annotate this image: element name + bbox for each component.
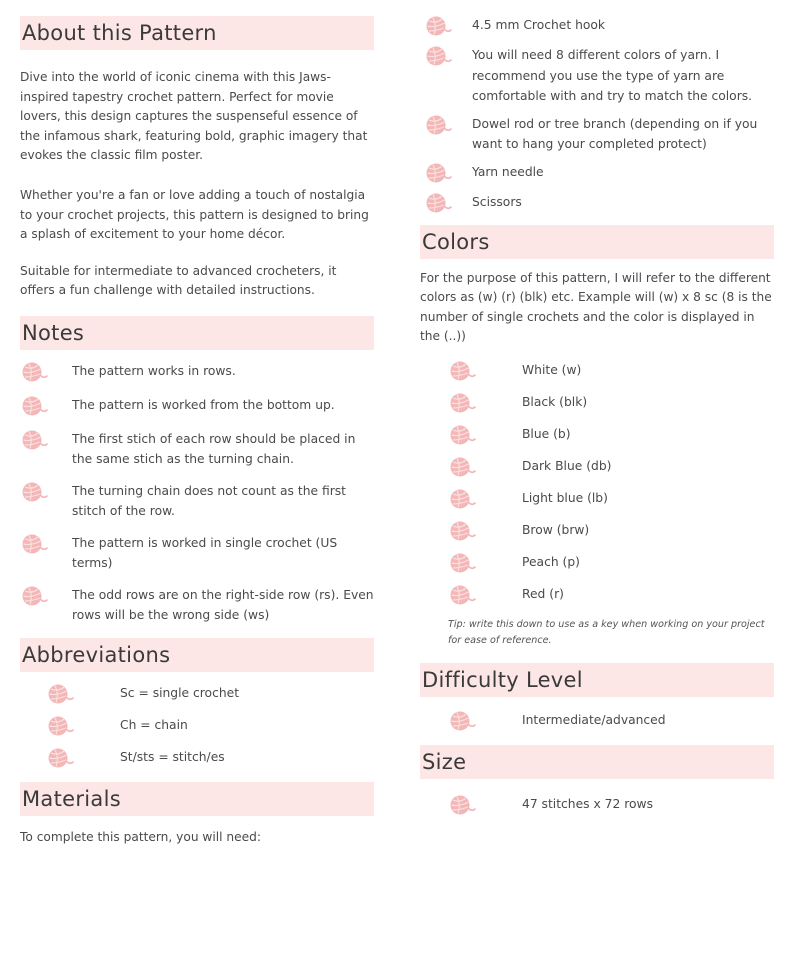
notes-item [20,428,374,470]
colors-intro: For the purpose of this pattern, I will refer to the different colors as (w) (r) (blk) etc. Example will (w) x 8 sc (8 is the number of single crochets and the color is displayed in the (..)) [420,270,772,344]
abbreviations-item [20,682,374,706]
notes-item-text: The turning chain does not count as the first stitch of the row. [72,483,346,519]
yarn-ball-icon [46,746,74,770]
size-item-text: 47 stitches x 72 rows [522,796,653,811]
yarn-ball-icon [424,44,452,68]
difficulty-list [420,709,774,733]
materials-item [420,113,774,155]
yarn-ball-icon [448,551,476,575]
yarn-ball-icon [448,423,476,447]
about-paragraph-1: Dive into the world of iconic cinema with this Jaws-inspired tapestry crochet pattern. Perfect for movie lovers, this design captures the suspenseful essence of the infamous shark, featuring bold, graphic imagery that evokes the classic film poster. [20,70,368,163]
notes-item-text: The pattern is worked from the bottom up. [72,397,335,412]
yarn-ball-icon [448,487,476,511]
size-item [420,793,774,817]
difficulty-item [420,709,774,733]
colors-item [420,551,774,575]
colors-item [420,519,774,543]
materials-item-text: 4.5 mm Crochet hook [472,18,606,32]
section-heading-about: About this Pattern [20,16,374,50]
yarn-ball-icon [448,583,476,607]
colors-item-text: Brow (brw) [522,522,590,537]
yarn-ball-icon [20,584,48,608]
yarn-ball-icon [20,480,48,504]
colors-item-text: Dark Blue (db) [522,458,612,473]
colors-list [420,359,774,607]
colors-item [420,583,774,607]
abbreviations-item-text: Sc = single crochet [120,685,240,700]
right-column [420,0,774,817]
abbreviations-list [20,682,374,770]
yarn-ball-icon [424,14,452,38]
colors-item-text: Peach (p) [522,554,580,569]
section-heading-colors: Colors [420,225,774,259]
notes-item-text: The odd rows are on the right-side row (rs). Even rows will be the wrong side (ws) [72,587,374,623]
yarn-ball-icon [20,394,48,418]
colors-item-text: White (w) [522,362,582,377]
notes-item [20,394,374,418]
yarn-ball-icon [20,360,48,384]
yarn-ball-icon [424,113,452,137]
notes-list [20,360,374,626]
colors-item [420,455,774,479]
notes-item [20,584,374,626]
yarn-ball-icon [424,161,452,185]
colors-item [420,423,774,447]
materials-intro: To complete this pattern, you will need: [20,829,261,844]
materials-item [420,161,774,185]
left-column [20,0,374,848]
size-list [420,793,774,817]
yarn-ball-icon [448,793,476,817]
materials-item [420,14,774,38]
yarn-ball-icon [448,359,476,383]
colors-tip: Tip: write this down to use as a key when working on your project for ease of reference. [448,618,765,646]
yarn-ball-icon [448,519,476,543]
section-heading-size: Size [420,745,774,779]
yarn-ball-icon [448,709,476,733]
materials-item-text: Scissors [472,194,522,209]
colors-item [420,487,774,511]
difficulty-item-text: Intermediate/advanced [522,712,666,727]
yarn-ball-icon [20,532,48,556]
notes-item [20,360,374,384]
section-heading-materials: Materials [20,782,374,816]
notes-item-text: The first stich of each row should be placed in the same stich as the turning chain. [72,431,356,467]
colors-item-text: Red (r) [522,586,564,601]
notes-item-text: The pattern is worked in single crochet (US terms) [72,535,338,571]
materials-item-text: Yarn needle [472,164,544,179]
about-paragraph-3: Suitable for intermediate to advanced crocheters, it offers a fun challenge with detailed instructions. [20,263,337,298]
about-paragraph-2: Whether you're a fan or love adding a touch of nostalgia to your crochet projects, this pattern is designed to bring a splash of excitement to your home décor. [20,187,369,242]
materials-list [420,14,774,215]
materials-item-text: Dowel rod or tree branch (depending on if you want to hang your completed protect) [472,116,758,151]
notes-item [20,480,374,522]
abbreviations-item-text: Ch = chain [120,717,188,732]
section-heading-difficulty: Difficulty Level [420,663,774,697]
section-heading-abbreviations: Abbreviations [20,638,374,672]
abbreviations-item [20,746,374,770]
yarn-ball-icon [20,428,48,452]
colors-item-text: Light blue (lb) [522,490,608,505]
notes-item [20,532,374,574]
yarn-ball-icon [448,391,476,415]
yarn-ball-icon [46,682,74,706]
notes-item-text: The pattern works in rows. [72,363,236,378]
colors-item-text: Blue (b) [522,426,571,441]
abbreviations-item [20,714,374,738]
yarn-ball-icon [448,455,476,479]
yarn-ball-icon [46,714,74,738]
yarn-ball-icon [424,191,452,215]
abbreviations-item-text: St/sts = stitch/es [120,749,225,764]
materials-item [420,44,774,107]
section-heading-notes: Notes [20,316,374,350]
colors-item [420,359,774,383]
materials-item [420,191,774,215]
colors-item-text: Black (blk) [522,394,588,409]
materials-item-text: You will need 8 different colors of yarn. I recommend you use the type of yarn are comfortable with and try to match the colors. [472,48,753,103]
colors-item [420,391,774,415]
